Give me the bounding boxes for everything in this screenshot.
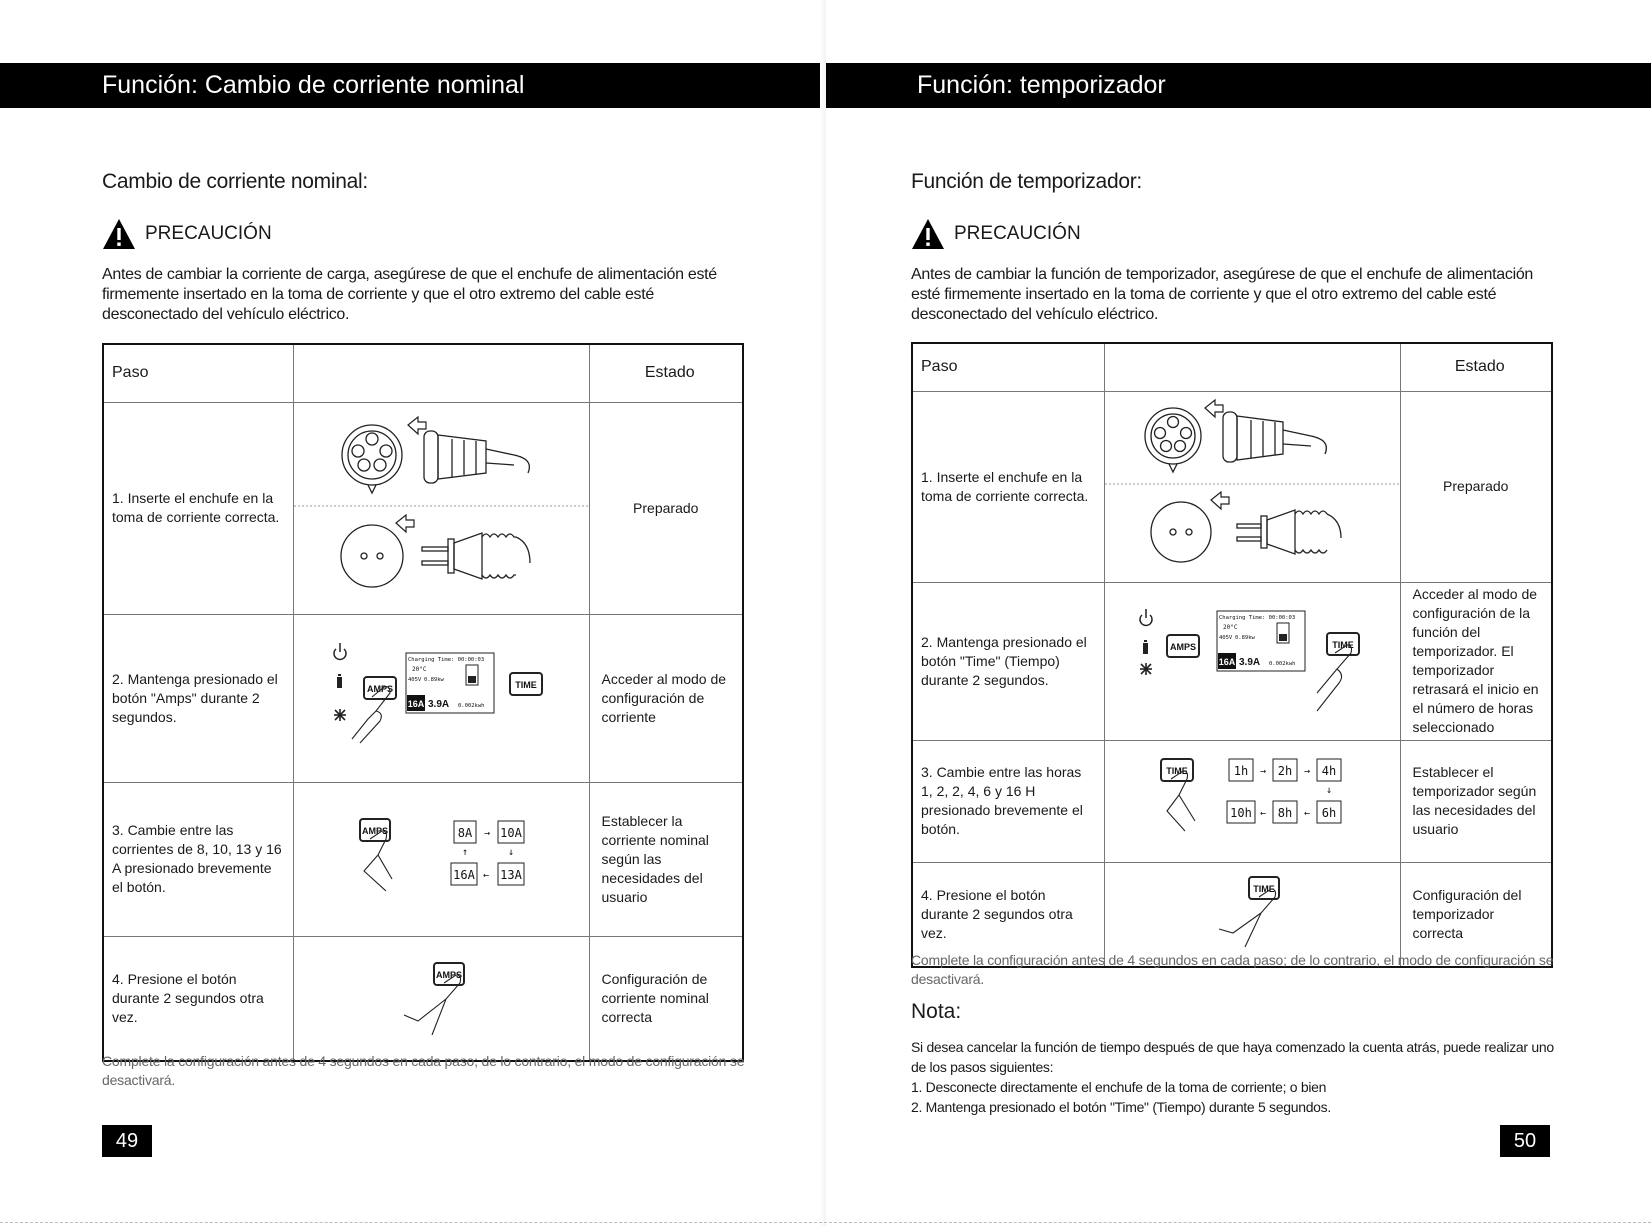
table-row	[912, 740, 1552, 862]
time-option: 4h	[1321, 763, 1336, 778]
column-header-state: Estado	[589, 344, 743, 402]
time-option: 1h	[1233, 763, 1248, 778]
industrial-plug-icon	[424, 431, 529, 483]
time-button-label: TIME	[514, 679, 537, 690]
amps-button-icon	[360, 819, 390, 841]
state-text: Acceder al modo de configuración de la función del temporizador. El temporizador retrasará el inicio en el número de horas seleccionado	[1400, 582, 1552, 740]
note-line: 1. Desconecte directamente el enchufe de la toma de corriente; o bien	[911, 1079, 1327, 1095]
arrow-left-icon	[1211, 492, 1229, 509]
time-option: 10h	[1229, 805, 1252, 820]
svg-text:405V: 405V	[1218, 634, 1232, 641]
amps-button-label: AMPS	[366, 683, 393, 694]
state-text: Acceder al modo de configuración de corriente	[589, 614, 743, 782]
svg-text:AMPS: AMPS	[1169, 641, 1196, 652]
temperature-icon	[334, 709, 346, 721]
lcd-screen	[1217, 611, 1305, 671]
arrow-left-icon	[396, 515, 414, 532]
note-title: Nota:	[911, 1000, 962, 1023]
amps-press-illustration	[293, 936, 589, 1061]
power-icon	[1140, 609, 1152, 625]
step-text: 3. Cambie entre las horas 1, 2, 2, 4, 6 y 16 H presionado brevemente el botón.	[912, 740, 1104, 862]
column-header-image	[1104, 343, 1400, 391]
column-header-state: Estado	[1400, 343, 1552, 391]
amps-option: 10A	[499, 825, 522, 840]
step-text: 4. Presione el botón durante 2 segundos otra vez.	[912, 862, 1104, 967]
arrow-right-icon: →	[1259, 765, 1266, 777]
svg-text:0.002kwh: 0.002kwh	[1268, 660, 1295, 667]
lcd-screen	[406, 653, 494, 713]
industrial-plug-icon	[1223, 412, 1326, 462]
screen-temperature: 20°C	[411, 665, 426, 673]
time-button-icon	[1327, 633, 1359, 655]
table-row	[103, 402, 743, 614]
svg-text:TIME: TIME	[1165, 765, 1188, 776]
step-text: 1. Inserte el enchufe en la toma de corriente correcta.	[912, 391, 1104, 582]
plug-insert-illustration	[293, 402, 589, 614]
screen-voltage: 405V	[407, 676, 421, 683]
state-text: Configuración de corriente nominal correcta	[589, 936, 743, 1061]
svg-text:TIME: TIME	[1331, 639, 1354, 650]
plug-insert-illustration	[1104, 391, 1400, 582]
screen-energy: 0.002kwh	[457, 702, 484, 709]
industrial-socket-icon	[1145, 408, 1201, 472]
section-title: Cambio de corriente nominal:	[102, 170, 368, 193]
hand-pressing-icon	[352, 683, 393, 742]
power-icon	[334, 643, 346, 659]
section-title: Función de temporizador:	[911, 170, 1142, 193]
svg-text:TIME: TIME	[1252, 883, 1275, 894]
household-plug-icon	[422, 533, 530, 579]
table-header-row	[103, 344, 743, 402]
industrial-socket-icon	[342, 425, 402, 493]
household-socket-icon	[1151, 502, 1211, 562]
steps-table	[911, 342, 1553, 968]
household-plug-icon	[1237, 510, 1341, 554]
page-header: Función: temporizador	[826, 63, 1651, 108]
screen-amps: 16A	[407, 698, 424, 709]
steps-table	[102, 343, 744, 1062]
footnote: Complete la configuración antes de 4 segundos en cada paso; de lo contrario, el modo de configuración se desactivará.	[911, 952, 1554, 987]
page-header: Función: Cambio de corriente nominal	[0, 63, 826, 108]
household-socket-icon	[341, 525, 403, 587]
page-number: 49	[102, 1125, 152, 1157]
battery-icon	[1143, 640, 1148, 654]
footnote: Complete la configuración antes de 4 segundos en cada paso; de lo contrario, el modo de configuración se desactivará.	[102, 1053, 745, 1088]
column-header-step: Paso	[912, 343, 1104, 391]
table-row	[103, 782, 743, 936]
time-option: 2h	[1277, 763, 1292, 778]
time-cycle-illustration	[1104, 740, 1400, 862]
table-row	[912, 582, 1552, 740]
arrow-down-icon: ↓	[507, 846, 514, 858]
state-text: Preparado	[1400, 391, 1552, 582]
arrow-right-icon: →	[1303, 765, 1310, 777]
screen-charging-time: Charging Time: 00:00:03	[407, 656, 484, 663]
temperature-icon	[1140, 663, 1152, 675]
amps-cycle-diagram	[451, 821, 524, 885]
arrow-up-icon: ↑	[461, 846, 468, 858]
caution-heading	[102, 218, 272, 250]
table-row	[103, 614, 743, 782]
caution-label: PRECAUCIÓN	[145, 223, 272, 244]
amps-option: 13A	[499, 867, 522, 882]
note-text	[911, 1037, 1571, 1117]
arrow-left-icon: ←	[1303, 807, 1310, 819]
step-text: 2. Mantenga presionado el botón "Time" (Tiempo) durante 2 segundos.	[912, 582, 1104, 740]
arrow-left-icon: ←	[1259, 807, 1266, 819]
svg-text:AMPS: AMPS	[435, 969, 462, 980]
svg-text:AMPS: AMPS	[361, 825, 388, 836]
arrow-right-icon: →	[483, 827, 490, 839]
column-header-image	[293, 344, 589, 402]
state-text: Establecer el temporizador según las necesidades del usuario	[1400, 740, 1552, 862]
amps-button-icon	[364, 677, 396, 699]
arrow-left-icon	[408, 417, 426, 434]
svg-text:Charging Time: 00:00:03: Charging Time: 00:00:03	[1218, 614, 1295, 621]
bottom-edge	[0, 1222, 1651, 1223]
screen-power: 0.89kw	[423, 676, 444, 683]
arrow-left-icon: ←	[482, 869, 489, 881]
amps-button-icon	[434, 963, 464, 985]
svg-text:3.9A: 3.9A	[1238, 656, 1260, 668]
caution-label: PRECAUCIÓN	[954, 223, 1081, 244]
step-text: 1. Inserte el enchufe en la toma de corriente correcta.	[103, 402, 293, 614]
time-button-icon	[510, 673, 542, 695]
svg-text:16A: 16A	[1218, 656, 1235, 667]
amps-option: 8A	[457, 825, 472, 840]
step-text: 4. Presione el botón durante 2 segundos otra vez.	[103, 936, 293, 1061]
time-button-icon	[1161, 759, 1193, 781]
right-page	[826, 0, 1651, 1226]
svg-text:20°C: 20°C	[1222, 623, 1237, 631]
note-line: Si desea cancelar la función de tiempo después de que haya comenzado la cuenta atrás, puede realizar uno de los pasos siguientes:	[911, 1039, 1554, 1075]
svg-text:0.89kw: 0.89kw	[1234, 634, 1255, 641]
column-header-step: Paso	[103, 344, 293, 402]
step-text: 2. Mantenga presionado el botón "Amps" durante 2 segundos.	[103, 614, 293, 782]
intro-paragraph: Antes de cambiar la corriente de carga, asegúrese de que el enchufe de alimentación esté firmemente insertado en la toma de corriente y que el otro extremo del cable esté desconectado del vehículo eléctrico.	[102, 266, 717, 323]
table-row	[103, 936, 743, 1061]
amps-option: 16A	[452, 867, 475, 882]
battery-icon	[337, 674, 342, 688]
amps-button-icon	[1167, 635, 1199, 657]
device-panel-illustration	[1104, 582, 1400, 740]
page-number: 50	[1500, 1125, 1550, 1157]
state-text: Establecer la corriente nominal según las necesidades del usuario	[589, 782, 743, 936]
caution-heading	[911, 218, 1081, 250]
time-option: 8h	[1277, 805, 1292, 820]
note-line: 2. Mantenga presionado el botón "Time" (Tiempo) durante 5 segundos.	[911, 1099, 1331, 1115]
step-text: 3. Cambie entre las corrientes de 8, 10, 13 y 16 A presionado brevemente el botón.	[103, 782, 293, 936]
device-panel-illustration	[293, 614, 589, 782]
time-option: 6h	[1321, 805, 1336, 820]
time-cycle-diagram	[1227, 759, 1341, 823]
state-text: Configuración del temporizador correcta	[1400, 862, 1552, 967]
screen-current: 3.9A	[427, 698, 449, 710]
amps-cycle-illustration	[293, 782, 589, 936]
table-row	[912, 391, 1552, 582]
state-text: Preparado	[589, 402, 743, 614]
time-button-icon	[1249, 877, 1279, 899]
warning-icon	[911, 218, 945, 250]
hand-pressing-icon	[1219, 889, 1276, 947]
table-header-row	[912, 343, 1552, 391]
arrow-down-icon: ↓	[1325, 784, 1332, 796]
intro-paragraph: Antes de cambiar la función de temporizador, asegúrese de que el enchufe de alimentación esté firmemente insertado en la toma de corriente y que el otro extremo del cable esté desconectado del vehículo eléctrico.	[911, 266, 1534, 323]
arrow-left-icon	[1205, 400, 1223, 417]
warning-icon	[102, 218, 136, 250]
